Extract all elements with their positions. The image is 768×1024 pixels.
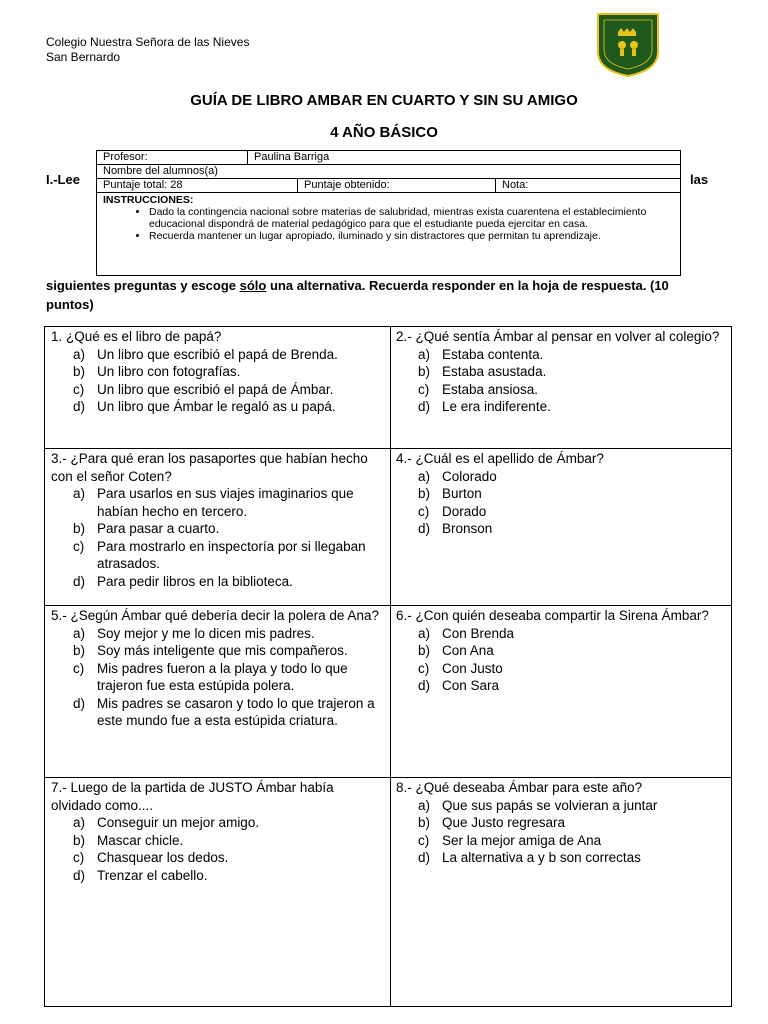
- option-text: Un libro que escribió el papá de Brenda.: [97, 346, 338, 362]
- option-a: [396, 468, 725, 486]
- option-d: [51, 867, 384, 885]
- option-d: [51, 573, 384, 591]
- option-text: Soy más inteligente que mis compañeros.: [97, 643, 348, 658]
- option-a: [396, 346, 725, 364]
- option-b: [51, 832, 384, 850]
- question-3: [45, 449, 390, 591]
- option-mark: c): [73, 538, 85, 554]
- nota: Nota:: [495, 179, 680, 192]
- option-d: [51, 398, 384, 416]
- option-mark: a): [418, 346, 431, 362]
- option-text: Le era indiferente.: [442, 399, 551, 414]
- option-mark: a): [73, 815, 86, 830]
- option-mark: a): [418, 468, 431, 484]
- option-mark: c): [73, 381, 85, 397]
- option-text: Mis padres se casaron y todo lo que trajeron a este mundo fue a esta estúpida criatura.: [97, 695, 375, 728]
- question-stem: 7.- Luego de la partida de JUSTO Ámbar había olvidado como....: [51, 780, 334, 813]
- option-d: [51, 695, 384, 730]
- school-city: San Bernardo: [46, 50, 121, 64]
- puntaje-obtenido: Puntaje obtenido:: [297, 179, 495, 192]
- question-6: [390, 606, 731, 696]
- option-mark: b): [418, 364, 431, 379]
- option-mark: a): [73, 346, 86, 362]
- profesor-value: Paulina Barriga: [247, 151, 680, 164]
- option-text: Soy mejor y me lo dicen mis padres.: [97, 625, 315, 641]
- question-2: [390, 327, 731, 417]
- profesor-label: Profesor:: [103, 151, 148, 163]
- option-d: [396, 849, 725, 867]
- instructions-heading: INSTRUCCIONES:: [103, 194, 194, 206]
- question-stem: 3.- ¿Para qué eran los pasaportes que habían hecho con el señor Coten?: [51, 451, 368, 484]
- option-mark: c): [418, 832, 430, 848]
- option-mark: b): [418, 486, 431, 501]
- options-list: [51, 814, 384, 884]
- instruction-part2: una alternativa. Recuerda responder en la hoja de respuesta. (10 puntos): [46, 278, 669, 312]
- option-c: [396, 832, 725, 850]
- option-a: [51, 346, 384, 364]
- option-c: [396, 660, 725, 678]
- option-c: [51, 849, 384, 867]
- option-mark: b): [73, 521, 86, 536]
- instructions: [97, 193, 680, 242]
- option-mark: d): [418, 678, 431, 693]
- options-list: [51, 346, 384, 416]
- instruction-part1: siguientes preguntas y escoge: [46, 278, 240, 293]
- option-mark: b): [418, 643, 431, 658]
- option-text: Mis padres fueron a la playa y todo lo que trajeron fue esta estúpida polera.: [97, 660, 348, 693]
- option-a: [51, 485, 384, 520]
- option-mark: b): [418, 815, 431, 830]
- option-mark: d): [73, 573, 86, 589]
- option-mark: c): [418, 381, 430, 397]
- question-1: [45, 327, 390, 417]
- student-info-box: [96, 150, 681, 276]
- option-mark: b): [73, 364, 86, 379]
- instruction-solo: sólo: [239, 278, 267, 293]
- options-list: [51, 485, 384, 590]
- option-text: Bronson: [442, 521, 493, 536]
- option-c: [51, 660, 384, 695]
- option-mark: d): [73, 399, 86, 414]
- option-d: [396, 677, 725, 695]
- options-list: [396, 346, 725, 416]
- option-text: Para usarlos en sus viajes imaginarios que habían hecho en tercero.: [97, 486, 354, 519]
- option-text: Un libro que Ámbar le regaló as u papá.: [97, 399, 336, 414]
- option-mark: d): [418, 521, 431, 536]
- option-b: [396, 814, 725, 832]
- puntaje-row: [97, 179, 680, 193]
- option-c: [396, 503, 725, 521]
- option-d: [396, 398, 725, 416]
- question-4: [390, 449, 731, 539]
- option-b: [51, 363, 384, 381]
- option-c: [396, 381, 725, 399]
- alumno-label: Nombre del alumnos(a): [103, 165, 218, 177]
- option-mark: c): [73, 850, 85, 865]
- option-text: Trenzar el cabello.: [97, 867, 208, 883]
- option-text: Dorado: [442, 503, 487, 519]
- option-text: Un libro que escribió el papá de Ámbar.: [97, 381, 334, 397]
- options-list: [51, 625, 384, 730]
- option-c: [51, 381, 384, 399]
- option-text: Que Justo regresara: [442, 815, 566, 830]
- option-b: [396, 485, 725, 503]
- option-text: Estaba ansiosa.: [442, 381, 539, 397]
- option-text: Colorado: [442, 468, 497, 484]
- option-a: [396, 797, 725, 815]
- option-text: Conseguir un mejor amigo.: [97, 815, 260, 830]
- option-b: [396, 363, 725, 381]
- option-text: Estaba contenta.: [442, 346, 544, 362]
- option-b: [51, 520, 384, 538]
- option-a: [51, 625, 384, 643]
- option-text: Mascar chicle.: [97, 832, 184, 848]
- option-mark: d): [418, 850, 431, 865]
- option-mark: c): [418, 503, 430, 519]
- option-mark: c): [73, 660, 85, 676]
- profesor-row: [97, 151, 680, 165]
- question-stem: 1. ¿Qué es el libro de papá?: [51, 329, 222, 344]
- puntaje-total: Puntaje total: 28: [103, 179, 183, 191]
- page-subtitle: 4 AÑO BÁSICO: [330, 124, 438, 141]
- question-8: [390, 778, 731, 868]
- question-stem: 5.- ¿Según Ámbar qué debería decir la polera de Ana?: [51, 608, 379, 623]
- option-mark: a): [73, 486, 86, 501]
- crest-shield-icon: [596, 12, 660, 78]
- option-d: [396, 520, 725, 538]
- instructions-list: [103, 206, 674, 242]
- option-text: Un libro con fotografías.: [97, 364, 241, 379]
- option-mark: d): [73, 695, 86, 711]
- page-title: GUÍA DE LIBRO AMBAR EN CUARTO Y SIN SU AMIGO: [190, 92, 578, 109]
- option-text: Con Sara: [442, 678, 500, 693]
- instruction-text: [46, 276, 676, 314]
- question-stem: 4.- ¿Cuál es el apellido de Ámbar?: [396, 451, 604, 466]
- option-mark: b): [73, 832, 86, 848]
- question-7: [45, 778, 390, 885]
- options-list: [396, 625, 725, 695]
- question-5: [45, 606, 390, 731]
- question-stem: 8.- ¿Qué deseaba Ámbar para este año?: [396, 780, 643, 795]
- instruction-las: las: [690, 172, 709, 187]
- option-text: Con Brenda: [442, 625, 515, 641]
- option-text: Chasquear los dedos.: [97, 850, 229, 865]
- option-mark: a): [418, 797, 431, 813]
- option-text: La alternativa a y b son correctas: [442, 850, 641, 865]
- option-b: [396, 642, 725, 660]
- school-crest-logo: [596, 12, 660, 78]
- option-mark: d): [73, 867, 86, 883]
- alumno-row: [97, 165, 680, 179]
- option-mark: b): [73, 643, 86, 658]
- instruction-item: • Dado la contingencia nacional sobre materias de salubridad, mientras exista cuarentena el establecimiento educacional dispondrá de material pedagógico para que el estudiante pueda ejercitar en casa.: [149, 206, 674, 230]
- question-stem: 2.- ¿Qué sentía Ámbar al pensar en volver al colegio?: [396, 329, 720, 344]
- option-a: [396, 625, 725, 643]
- instruction-lee: I.-Lee: [46, 172, 80, 187]
- option-text: Burton: [442, 486, 482, 501]
- option-c: [51, 538, 384, 573]
- option-a: [51, 814, 384, 832]
- options-list: [396, 797, 725, 867]
- school-name: Colegio Nuestra Señora de las Nieves: [46, 35, 250, 49]
- option-mark: a): [73, 625, 86, 641]
- questions-table: [44, 326, 732, 1007]
- option-text: Que sus papás se volvieran a juntar: [442, 797, 658, 813]
- option-text: Para pasar a cuarto.: [97, 521, 220, 536]
- options-list: [396, 468, 725, 538]
- option-text: Para pedir libros en la biblioteca.: [97, 573, 293, 589]
- school-header: [46, 35, 249, 65]
- option-mark: a): [418, 625, 431, 641]
- option-mark: c): [418, 660, 430, 676]
- option-text: Estaba asustada.: [442, 364, 547, 379]
- option-mark: d): [418, 399, 431, 414]
- option-text: Para mostrarlo en inspectoría por si llegaban atrasados.: [97, 538, 366, 571]
- question-stem: 6.- ¿Con quién deseaba compartir la Sirena Ámbar?: [396, 608, 709, 623]
- instruction-item: • Recuerda mantener un lugar apropiado, iluminado y sin distractores que permitan tu aprendizaje.: [149, 230, 674, 242]
- option-text: Con Justo: [442, 660, 503, 676]
- option-b: [51, 642, 384, 660]
- option-text: Ser la mejor amiga de Ana: [442, 832, 602, 848]
- option-text: Con Ana: [442, 643, 494, 658]
